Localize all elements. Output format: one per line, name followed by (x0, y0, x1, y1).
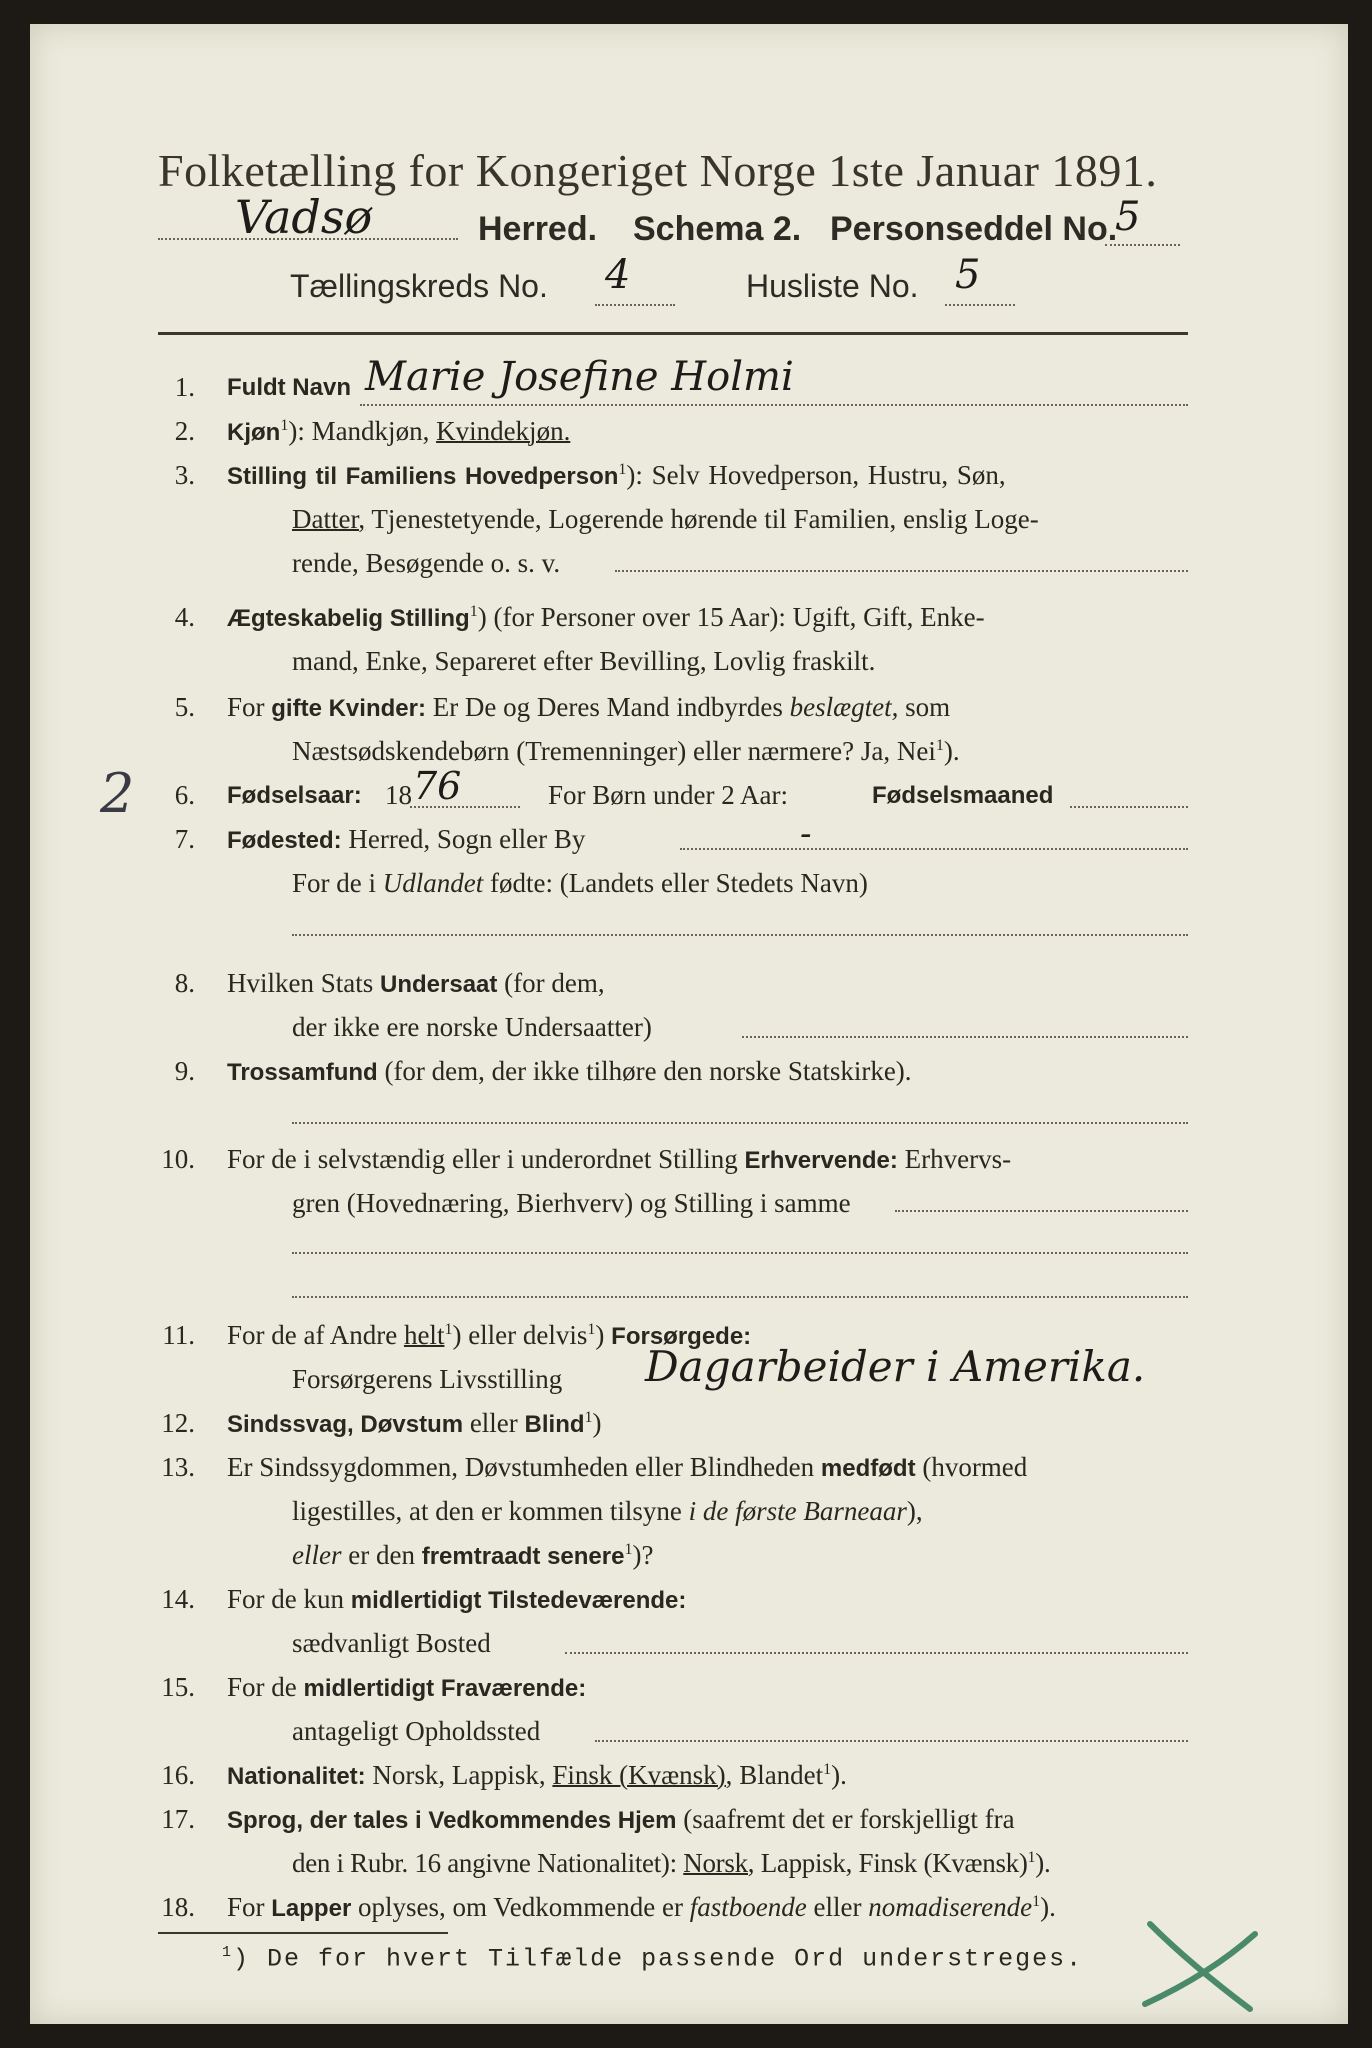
medfodt-text-2b: ), (906, 1496, 923, 1526)
gifte-label: gifte Kvinder: (271, 695, 426, 722)
undersaat-line-1 (227, 968, 605, 999)
livsstilling-value: Dagarbeider i Amerika. (645, 1342, 1146, 1391)
item-number: 16. (161, 1760, 195, 1790)
item-number: 15. (161, 1672, 195, 1702)
trossamfund-label: Trossamfund (227, 1059, 378, 1086)
footnote-rule (158, 1932, 448, 1934)
kreds-dotline (595, 304, 675, 306)
blind-label: Blind (524, 1411, 585, 1438)
forsorgede-opt-helt: helt (403, 1320, 445, 1350)
nationalitet-label: Nationalitet: (227, 1763, 366, 1790)
kreds-label: Tællingskreds No. (290, 268, 548, 304)
fremtraadt-label: fremtraadt senere (421, 1543, 625, 1570)
forsorgede-mid2: ) (595, 1320, 605, 1350)
undersaat-label: Undersaat (380, 971, 498, 998)
medfodt-italic: i de første Barneaar (688, 1496, 907, 1526)
trossamfund-text: (for dem, der ikke tilhøre den norske Statskirke). (384, 1056, 912, 1086)
sprog-end: ). (1035, 1848, 1051, 1878)
erhverv-text-2: gren (Hovednæring, Bierhverv) og Stilling i samme (292, 1188, 851, 1218)
sprog-selected: Norsk, (683, 1848, 755, 1878)
kjon-text: ): Mandkjøn, (288, 416, 430, 446)
fodested-text-2b: fødte: (Landets eller Stedets Navn) (490, 868, 868, 898)
lapper-italic-2: nomadiserende (868, 1892, 1033, 1922)
nationalitet-selected: Finsk (Kvænsk), (552, 1760, 733, 1790)
footnote-ref: 1 (823, 1761, 832, 1778)
item-number: 7. (174, 824, 195, 854)
forsorgede-text-1: For de af Andre (227, 1320, 398, 1350)
lapper-line (227, 1892, 1056, 1923)
stilling-text-2: Tjenestetyende, Logerende hørende til Familien, enslig Loge- (371, 504, 1039, 534)
fodested-text-2a: For de i (292, 868, 376, 898)
medfodt-text-3: er den (348, 1540, 415, 1570)
fodselsaar-prefix: 18 (385, 780, 412, 810)
medfodt-line-2 (292, 1496, 923, 1527)
item-number: 18. (161, 1892, 195, 1922)
fodselsaar-text: For Børn under 2 Aar: (548, 780, 788, 810)
margin-mark-2: 2 (100, 762, 135, 825)
forsorgede-label: Forsørgede: (611, 1323, 752, 1350)
undersaat-dotline (742, 1036, 1188, 1038)
lapper-text-1: For (227, 1892, 265, 1922)
fodested-text: Herred, Sogn eller By (348, 824, 586, 854)
gifte-text-1b: som (905, 692, 951, 722)
gifte-text-2b: ). (943, 736, 960, 766)
stilling-line-1 (227, 460, 1006, 491)
aegteskab-label: Ægteskabelig Stilling (227, 605, 470, 632)
item-number: 8. (174, 968, 195, 998)
lapper-label: Lapper (271, 1895, 352, 1922)
nationalitet-text-2: Blandet (739, 1760, 824, 1790)
footnote-ref: 1 (587, 1321, 596, 1338)
gifte-pre: For (227, 692, 265, 722)
green-cross-mark (1130, 1904, 1270, 2024)
personseddel-value: 5 (1115, 194, 1141, 240)
undersaat-text-2: der ikke ere norske Undersaatter) (292, 1012, 652, 1042)
header-rule (158, 332, 1188, 335)
gifte-text-2: Næstsødskendebørn (Tremenninger) eller nærmere? Ja, Nei (292, 736, 936, 766)
fodested-line-1 (227, 824, 585, 855)
udland-dotline (292, 934, 1188, 936)
footnote-ref: 1 (584, 1409, 593, 1426)
medfodt-end: )? (632, 1540, 654, 1570)
item-number: 11. (162, 1320, 195, 1350)
sprog-text-1: (saafremt det er forskjelligt fra (683, 1804, 1015, 1834)
kreds-value: 4 (605, 252, 631, 298)
census-form (30, 24, 1348, 2024)
footnote-sup: 1 (222, 1944, 234, 1961)
sprog-text-2: den i Rubr. 16 angivne Nationalitet): (292, 1848, 677, 1878)
item-number: 12. (161, 1408, 195, 1438)
lapper-italic: fastboende (689, 1892, 807, 1922)
fuldt-navn-value: Marie Josefine Holmi (365, 354, 794, 400)
sindssvag-line (227, 1408, 602, 1439)
erhverv-text-1b: Erhvervs- (904, 1144, 1012, 1174)
fodselsmaaned-dotline (1070, 806, 1188, 808)
erhverv-label: Erhvervende: (744, 1147, 898, 1174)
undersaat-text-1b: (for dem, (504, 968, 605, 998)
footnote-ref: 1 (935, 737, 944, 754)
stilling-selected: Datter, (292, 504, 366, 534)
aegteskab-text-2: mand, Enke, Separeret efter Bevilling, Lovlig fraskilt. (292, 646, 876, 676)
item-number: 9. (174, 1056, 195, 1086)
item-number: 14. (161, 1584, 195, 1614)
fodested-dotline (680, 848, 1188, 850)
item-number: 13. (161, 1452, 195, 1482)
nationalitet-end: ). (831, 1760, 847, 1790)
aegteskab-line-1 (227, 602, 985, 633)
fodested-line-2 (292, 868, 868, 899)
trossamfund-dotline (292, 1122, 1188, 1124)
sprog-label: Sprog, der tales i Vedkommendes Hjem (227, 1807, 677, 1834)
footnote (222, 1944, 1083, 1973)
footnote-ref: 1 (280, 417, 289, 434)
kjon-line (227, 416, 570, 447)
husliste-dotline (945, 304, 1015, 306)
gifte-italic: beslægtet, (789, 692, 899, 722)
aegteskab-text-1: ) (for Personer over 15 Aar): Ugift, Gift, Enke- (477, 602, 985, 632)
forsorgede-text-2: Forsørgerens Livsstilling (292, 1364, 563, 1394)
personseddel-label: Personseddel No. (830, 210, 1118, 248)
stilling-dotline (615, 570, 1188, 572)
footnote-ref: 1 (624, 1541, 633, 1558)
gifte-text-1: Er De og Deres Mand indbyrdes (432, 692, 783, 722)
gifte-line-2 (292, 736, 960, 767)
sprog-text-3: Lappisk, Finsk (Kvænsk) (760, 1848, 1028, 1878)
erhverv-dotline-2 (292, 1252, 1188, 1254)
fravaerende-line-1 (227, 1672, 586, 1703)
sprog-line-2 (292, 1848, 1050, 1879)
fodested-value: - (800, 814, 812, 854)
lapper-text-2: oplyses, om Vedkommende er (358, 1892, 683, 1922)
footnote-ref: 1 (618, 461, 627, 478)
medfodt-italic-2: eller (292, 1540, 342, 1570)
fodselsaar-value: 76 (413, 764, 462, 808)
herred-value: Vadsø (235, 190, 373, 244)
herred-label: Herred. (478, 210, 598, 248)
tilstede-line-1 (227, 1584, 686, 1615)
medfodt-line-3 (292, 1540, 653, 1571)
medfodt-text-1: Er Sindssygdommen, Døvstumheden eller Blindheden (227, 1452, 815, 1482)
kjon-selected: Kvindekjøn. (436, 416, 571, 446)
sindssvag-label: Sindssvag, Døvstum (227, 1411, 464, 1438)
item-number: 4. (174, 602, 195, 632)
footnote-text: ) De for hvert Tilfælde passende Ord understreges. (233, 1944, 1084, 1974)
fodselsaar-dotline (410, 806, 520, 808)
fravaerende-label: midlertidigt Fraværende: (303, 1675, 587, 1702)
bosted-dotline (565, 1652, 1188, 1654)
item-number: 1. (174, 372, 195, 402)
sindssvag-text: eller (469, 1408, 518, 1438)
footnote-ref: 1 (1032, 1893, 1041, 1910)
nationalitet-text: Norsk, Lappisk, (372, 1760, 546, 1790)
fuldt-navn-dotline (360, 404, 1188, 406)
medfodt-label: medfødt (820, 1455, 916, 1482)
item-number: 5. (174, 692, 195, 722)
lapper-end: ). (1040, 1892, 1056, 1922)
stilling-text-3: rende, Besøgende o. s. v. (292, 548, 561, 578)
erhverv-dotline-1 (895, 1210, 1188, 1212)
medfodt-text-2: ligestilles, at den er kommen tilsyne (292, 1496, 682, 1526)
trossamfund-line (227, 1056, 912, 1087)
item-number: 3. (174, 460, 195, 490)
erhverv-line-1 (227, 1144, 1011, 1175)
erhverv-text-1: For de i selvstændig eller i underordnet Stilling (227, 1144, 738, 1174)
tilstede-label: midlertidigt Tilstedeværende: (350, 1587, 687, 1614)
item-number: 2. (174, 416, 195, 446)
sindssvag-end: ) (592, 1408, 602, 1438)
personseddel-dotline (1105, 244, 1180, 246)
item-number: 6. (174, 780, 195, 810)
tilstede-text-1: For de kun (227, 1584, 344, 1614)
stilling-text-1: ): Selv Hovedperson, Hustru, Søn, (626, 460, 1006, 490)
tilstede-text-2: sædvanligt Bosted (292, 1628, 491, 1658)
forsorgede-opt-delvis: delvis (522, 1320, 588, 1350)
footnote-ref: 1 (444, 1321, 453, 1338)
erhverv-dotline-3 (292, 1296, 1188, 1298)
fodested-italic: Udlandet (382, 868, 484, 898)
fravaerende-text-1: For de (227, 1672, 297, 1702)
fodselsaar-label: Fødselsaar: (227, 782, 362, 809)
footnote-ref: 1 (1027, 1849, 1036, 1866)
form-title: Folketælling for Kongeriget Norge 1ste Januar 1891. (158, 145, 1158, 196)
gifte-line-1 (227, 692, 950, 723)
medfodt-line-1 (227, 1452, 1027, 1483)
undersaat-text-1a: Hvilken Stats (227, 968, 374, 998)
schema-label: Schema 2. (633, 210, 802, 248)
item-number: 17. (161, 1804, 195, 1834)
fuldt-navn-label: Fuldt Navn (227, 374, 351, 401)
husliste-value: 5 (955, 252, 981, 298)
footnote-ref: 1 (469, 603, 478, 620)
husliste-label: Husliste No. (746, 268, 919, 304)
fodselsmaaned-label: Fødselsmaaned (872, 782, 1054, 809)
stilling-label: Stilling til Familiens Hovedperson (227, 463, 619, 490)
lapper-text-3: eller (813, 1892, 862, 1922)
forsorgede-mid: ) eller (452, 1320, 517, 1350)
medfodt-text-1b: (hvormed (922, 1452, 1028, 1482)
sprog-line-1 (227, 1804, 1015, 1835)
nationalitet-line (227, 1760, 847, 1791)
item-number: 10. (161, 1144, 195, 1174)
kjon-label: Kjøn (227, 419, 281, 446)
fodested-label: Fødested: (227, 827, 342, 854)
opholdssted-dotline (595, 1740, 1188, 1742)
stilling-line-2 (292, 504, 1039, 535)
fravaerende-text-2: antageligt Opholdssted (292, 1716, 541, 1746)
